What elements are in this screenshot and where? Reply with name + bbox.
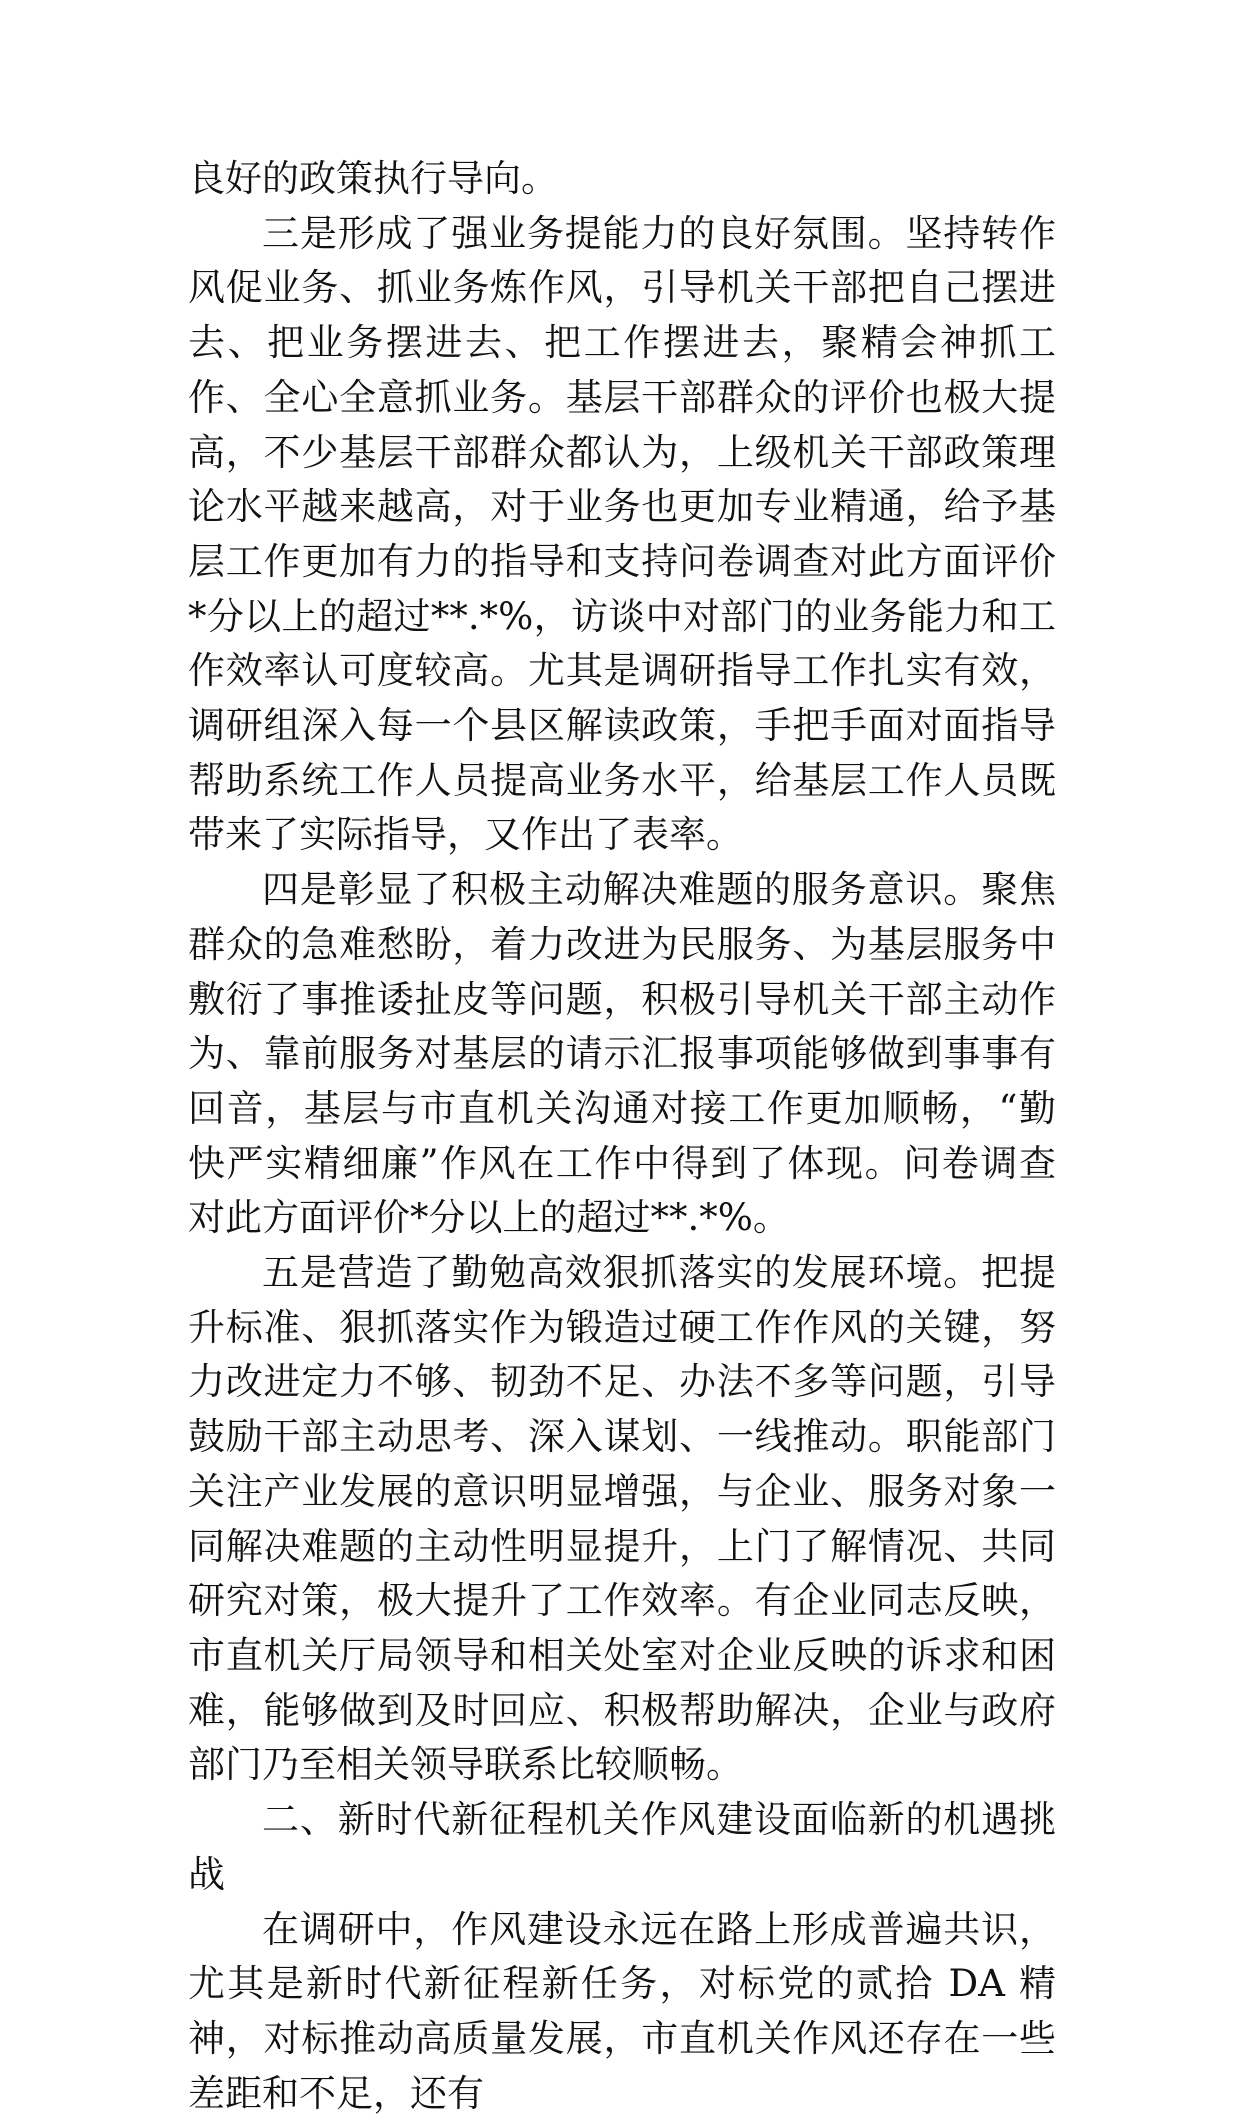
document-page (188, 152, 1056, 2121)
paragraph-continuation: 良好的政策执行导向。 (188, 152, 1056, 207)
paragraph-point-five: 五是营造了勤勉高效狠抓落实的发展环境。把提升标准、狠抓落实作为锻造过硬工作作风的关键，努力改进定力不够、韧劲不足、办法不多等问题，引导鼓励干部主动思考、深入谋划、一线推动。职能部门关注产业发展的意识明显增强，与企业、服务对象一同解决难题的主动性明显提升，上门了解情况、共同研究对策，极大提升了工作效率。有企业同志反映，市直机关厅局领导和相关处室对企业反映的诉求和困难，能够做到及时回应、积极帮助解决，企业与政府部门乃至相关领导联系比较顺畅。 (188, 1246, 1056, 1793)
paragraph-point-three: 三是形成了强业务提能力的良好氛围。坚持转作风促业务、抓业务炼作风，引导机关干部把自己摆进去、把业务摆进去、把工作摆进去，聚精会神抓工作、全心全意抓业务。基层干部群众的评价也极大提高，不少基层干部群众都认为，上级机关干部政策理论水平越来越高，对于业务也更加专业精通，给予基层工作更加有力的指导和支持问卷调查对此方面评价*分以上的超过**.*%，访谈中对部门的业务能力和工作效率认可度较高。尤其是调研指导工作扎实有效，调研组深入每一个县区解读政策，手把手面对面指导帮助系统工作人员提高业务水平，给基层工作人员既带来了实际指导，又作出了表率。 (188, 207, 1056, 863)
paragraph-point-four: 四是彰显了积极主动解决难题的服务意识。聚焦群众的急难愁盼，着力改进为民服务、为基层服务中敷衍了事推诿扯皮等问题，积极引导机关干部主动作为、靠前服务对基层的请示汇报事项能够做到事事有回音，基层与市直机关沟通对接工作更加顺畅，“勤快严实精细廉”作风在工作中得到了体现。问卷调查对此方面评价*分以上的超过**.*%。 (188, 863, 1056, 1246)
paragraph-research: 在调研中，作风建设永远在路上形成普遍共识，尤其是新时代新征程新任务，对标党的贰拾 DA 精神，对标推动高质量发展，市直机关作风还存在一些差距和不足，还有 (188, 1903, 1056, 2121)
section-heading: 二、新时代新征程机关作风建设面临新的机遇挑战 (188, 1793, 1056, 1902)
